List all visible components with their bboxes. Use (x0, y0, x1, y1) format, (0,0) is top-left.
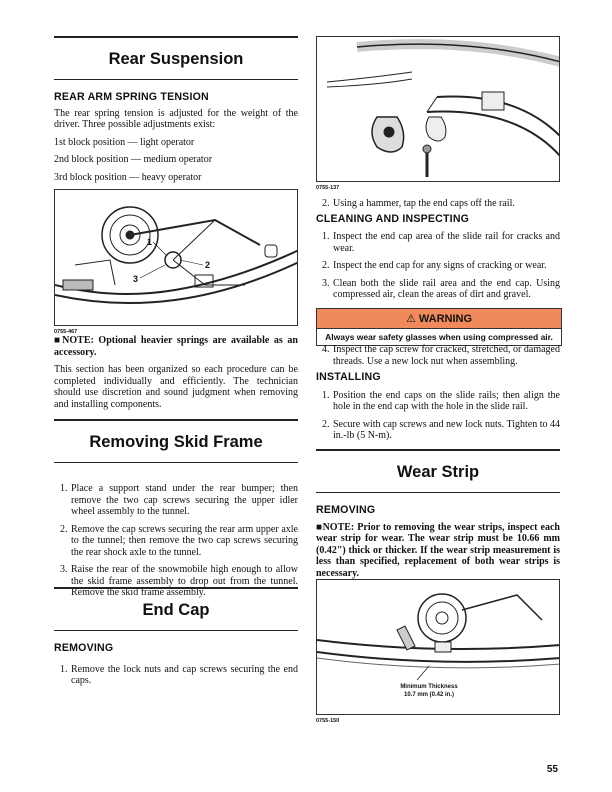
end-cap-removing-heading: REMOVING (54, 642, 114, 654)
list-item: 4. Inspect the cap screw for cracked, stretched, or damaged threads. Use a new lock nut when assembling. (322, 344, 560, 367)
warning-text: Always wear safety glasses when using compressed air. (325, 332, 553, 342)
figure-label: 0755-137 (316, 185, 340, 191)
section-title-end-cap: End Cap (54, 587, 298, 631)
list-item: 2. Secure with cap screws and new lock nuts. Tighten to 44 in.-lb (5 N-m). (322, 418, 560, 441)
section-title-wear-strip: Wear Strip (316, 449, 560, 493)
step-4 (316, 344, 560, 367)
step4-block (316, 344, 560, 442)
section-title-removing-skid-frame: Removing Skid Frame (54, 419, 298, 463)
skid-frame-steps (54, 483, 298, 599)
warning-header (317, 309, 561, 329)
note-heavier-springs: ■NOTE: Optional heavier springs are available as an accessory. (54, 335, 298, 358)
end-cap-diagram (316, 36, 560, 182)
rear-arm-block (54, 92, 298, 183)
wear-strip-note: ■NOTE: Prior to removing the wear strips, inspect each wear strip for wear. The wear strip must be 10.66 mm (0.42") thick or thicker. If the wear strip measurement is less than specified, replacement of both wear strips is necessary. (316, 521, 560, 579)
list-item: 3. Raise the rear of the snowmobile high enough to allow the skid frame assembly to drop out from the tunnel. Remove the skid frame assembly. (60, 564, 298, 598)
installing-steps (316, 390, 560, 442)
end-cap-block (54, 587, 298, 687)
installing-heading: INSTALLING (316, 371, 381, 383)
end-cap-step-2 (316, 198, 560, 210)
rear-arm-diagram (54, 189, 298, 326)
list-item: 2. Using a hammer, tap the end caps off the rail. (322, 198, 515, 209)
wear-strip-block (316, 449, 560, 579)
callout-3: 3 (133, 274, 139, 284)
figure-label: 0755-467 (54, 329, 78, 335)
section-title-rear-suspension: Rear Suspension (54, 36, 298, 80)
end-cap-steps (54, 664, 298, 687)
callout-2: 2 (205, 260, 211, 270)
step2-block (316, 198, 560, 301)
list-item: 2. Inspect the end cap for any signs of cracking or wear. (322, 260, 547, 271)
figure-label: 0755-150 (316, 718, 340, 724)
left-column (54, 36, 298, 686)
rear-arm-intro: The rear spring tension is adjusted for the weight of the driver. Three possible adjustments exist: (54, 107, 298, 130)
figure-end-cap (316, 36, 560, 195)
removing-skid-frame-block (54, 419, 298, 599)
wear-strip-removing-heading: REMOVING (316, 504, 376, 516)
min-thickness-caption-1: Minimum Thickness (400, 684, 458, 690)
list-item: 2. Remove the cap screws securing the rear arm upper axle to the tunnel; then remove the two cap screws securing the rear shock axle to the tunnel. (60, 523, 298, 558)
list-item: 1. Remove the lock nuts and cap screws securing the end caps. (60, 663, 298, 686)
list-item: 1. Inspect the end cap area of the slide rail for cracks and wear. (322, 231, 560, 254)
wear-strip-diagram (316, 579, 560, 715)
block-position-2: 2nd block position — medium operator (54, 154, 213, 165)
figure-wear-strip (316, 579, 560, 728)
block-position-1: 1st block position — light operator (54, 136, 195, 148)
note-block (54, 335, 298, 410)
list-item: 1. Place a support stand under the rear bumper; then remove the two cap screws securing the upper idler wheel assembly to the tunnel. (60, 483, 298, 517)
cleaning-inspecting-heading: CLEANING AND INSPECTING (316, 212, 470, 225)
cleaning-steps (316, 231, 560, 301)
figure-rear-arm (54, 189, 298, 339)
warning-triangle-icon: ⚠ (405, 313, 416, 325)
warning-title: WARNING (418, 313, 473, 325)
list-item: 3. Clean both the slide rail area and the end cap. Using compressed air, clean the areas of dirt and gravel. (322, 277, 560, 300)
block-position-3: 3rd block position — heavy operator (54, 171, 202, 183)
min-thickness-caption-2: 10.7 mm (0.42 in.) (403, 692, 455, 698)
warning-box (316, 308, 562, 346)
rear-arm-heading: REAR ARM SPRING TENSION (54, 91, 209, 103)
callout-1: 1 (147, 237, 153, 247)
page-number: 55 (546, 764, 558, 775)
section-intro-text: This section has been organized so each procedure can be completed individually and efficiently. The technician should use discretion and sound judgment when removing and installing components. (54, 364, 298, 410)
list-item: 1. Position the end caps on the slide rails; then align the hole in the end cap with the hole in the slide rail. (322, 389, 560, 412)
